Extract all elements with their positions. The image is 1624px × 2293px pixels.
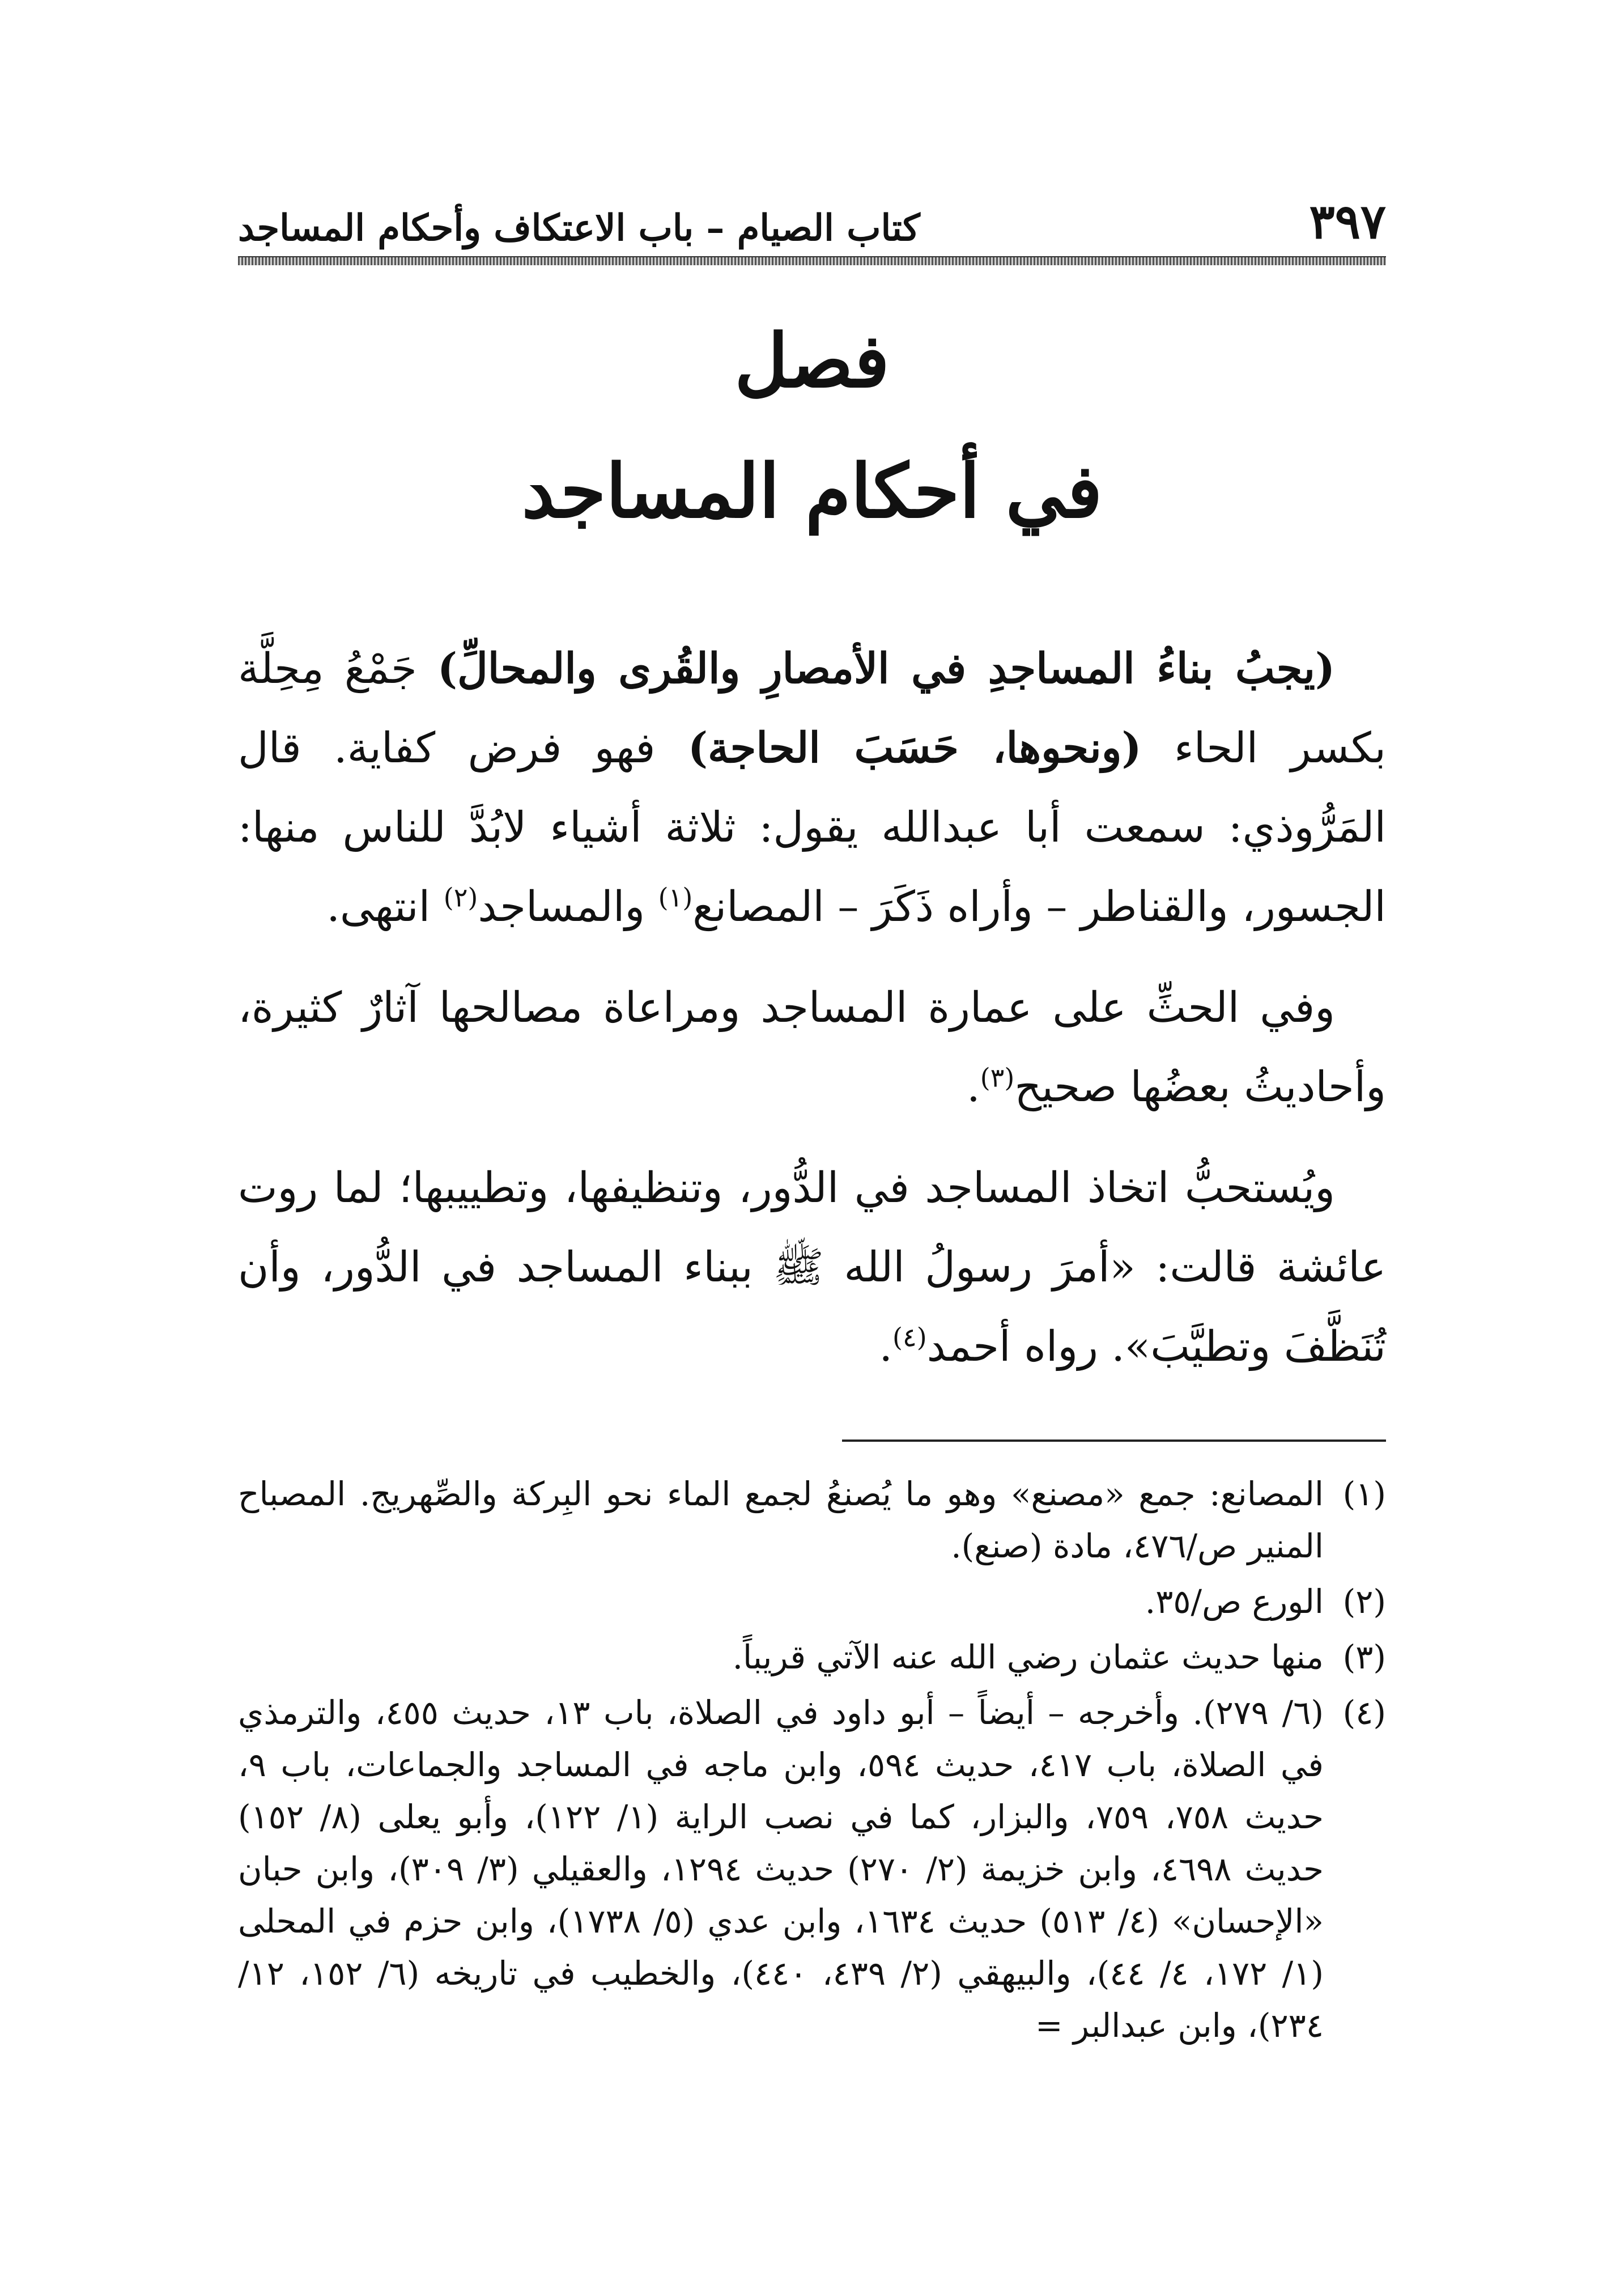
footnote-number: (١): [1342, 1475, 1386, 1513]
header-divider: [238, 256, 1386, 265]
paragraph-1: [238, 629, 1386, 946]
footnote-1: [238, 1468, 1386, 1572]
footnote-2: [238, 1576, 1386, 1628]
sharh-text: والمساجد: [478, 882, 658, 931]
sharh-text: وفي الحثِّ على عمارة المساجد ومراعاة مصالحها آثارٌ كثيرة، وأحاديثُ بعضُها صحيح: [238, 983, 1386, 1111]
footnote-number: (٣): [1342, 1638, 1386, 1676]
footnote-text: المصانع: جمع «مصنع» وهو ما يُصنعُ لجمع الماء نحو البِركة والصِّهريج. المصباح المنير ص/٤٧٦، مادة (صنع).: [238, 1475, 1324, 1565]
footnote-ref-3[interactable]: (٣): [980, 1062, 1015, 1093]
footnote-ref-2[interactable]: (٢): [443, 882, 478, 913]
footnote-text: منها حديث عثمان رضي الله عنه الآتي قريباً.: [732, 1638, 1324, 1676]
section-heading-title: في أحكام المساجد: [521, 448, 1103, 534]
sharh-text: انتهى.: [326, 882, 444, 931]
running-header-title: كتاب الصيام – باب الاعتكاف وأحكام المساجد: [238, 207, 920, 249]
main-text: [238, 629, 1386, 1408]
sharh-text: فهو فرض كفاية. قال المَرُّوذي: سمعت أبا عبدالله يقول: ثلاثة أشياء لابُدَّ للناس منها: الجسور، والقناطر – وأراه ذَكَرَ – المصانع: [238, 724, 1387, 931]
footnote-ref-1[interactable]: (١): [658, 882, 693, 913]
footnote-text: الورع ص/٣٥.: [1145, 1582, 1324, 1621]
footnote-number: (٢): [1342, 1582, 1386, 1621]
sharh-text: .: [967, 1063, 980, 1111]
section-heading-fasl: فصل: [734, 317, 890, 404]
footnote-number: (٤): [1342, 1693, 1386, 1732]
footnote-4: [238, 1687, 1386, 2052]
footnote-ref-4[interactable]: (٤): [892, 1322, 927, 1353]
sharh-text: جَمْعُ مِحِلَّة بكسر الحاء: [238, 644, 1386, 772]
matn-text: (يجبُ بناءُ المساجدِ في الأمصارِ والقُرى والمحالِّ): [437, 644, 1335, 693]
matn-text: (ونحوها، حَسَبَ الحاجة): [688, 724, 1142, 772]
footnote-text: (٦/ ٢٧٩). وأخرجه – أيضاً – أبو داود في الصلاة، باب ١٣، حديث ٤٥٥، والترمذي في الصلاة، باب ٤١٧، حديث ٥٩٤، وابن ماجه في المساجد والجماعات، باب ٩، حديث ٧٥٨، ٧٥٩، والبزار، كما في نصب الراية (١/ ١٢٢)، وأبو يعلى (٨/ ١٥٢) حديث ٤٦٩٨، وابن خزيمة (٢/ ٢٧٠) حديث ١٢٩٤، والعقيلي (٣/ ٣٠٩)، وابن حبان «الإحسان» (٤/ ٥١٣) حديث ١٦٣٤، وابن عدي (٥/ ١٧٣٨)، وابن حزم في المحلى (١/ ١٧٢، ٤/ ٤٤)، والبيهقي (٢/ ٤٣٩، ٤٤٠)، والخطيب في تاريخه (٦/ ١٥٢، ١٢/ ٢٣٤)، وابن عبدالبر =: [238, 1693, 1324, 2045]
page-number: ٣٩٧: [1309, 193, 1386, 249]
sharh-text: ويُستحبُّ اتخاذ المساجد في الدُّور، وتنظيفها، وتطييبها؛ لما روت عائشة قالت: «أمرَ رسولُ الله ﷺ ببناء المساجد في الدُّور، وأن تُنَظَّفَ وتطيَّبَ». رواه أحمد: [238, 1164, 1386, 1371]
sharh-text: .: [879, 1322, 893, 1371]
footnote-3: [238, 1631, 1386, 1683]
running-header: [238, 181, 1386, 249]
paragraph-2: [238, 968, 1386, 1127]
paragraph-3: [238, 1148, 1386, 1386]
footnotes: [238, 1468, 1386, 2055]
footnote-divider: [842, 1440, 1386, 1442]
